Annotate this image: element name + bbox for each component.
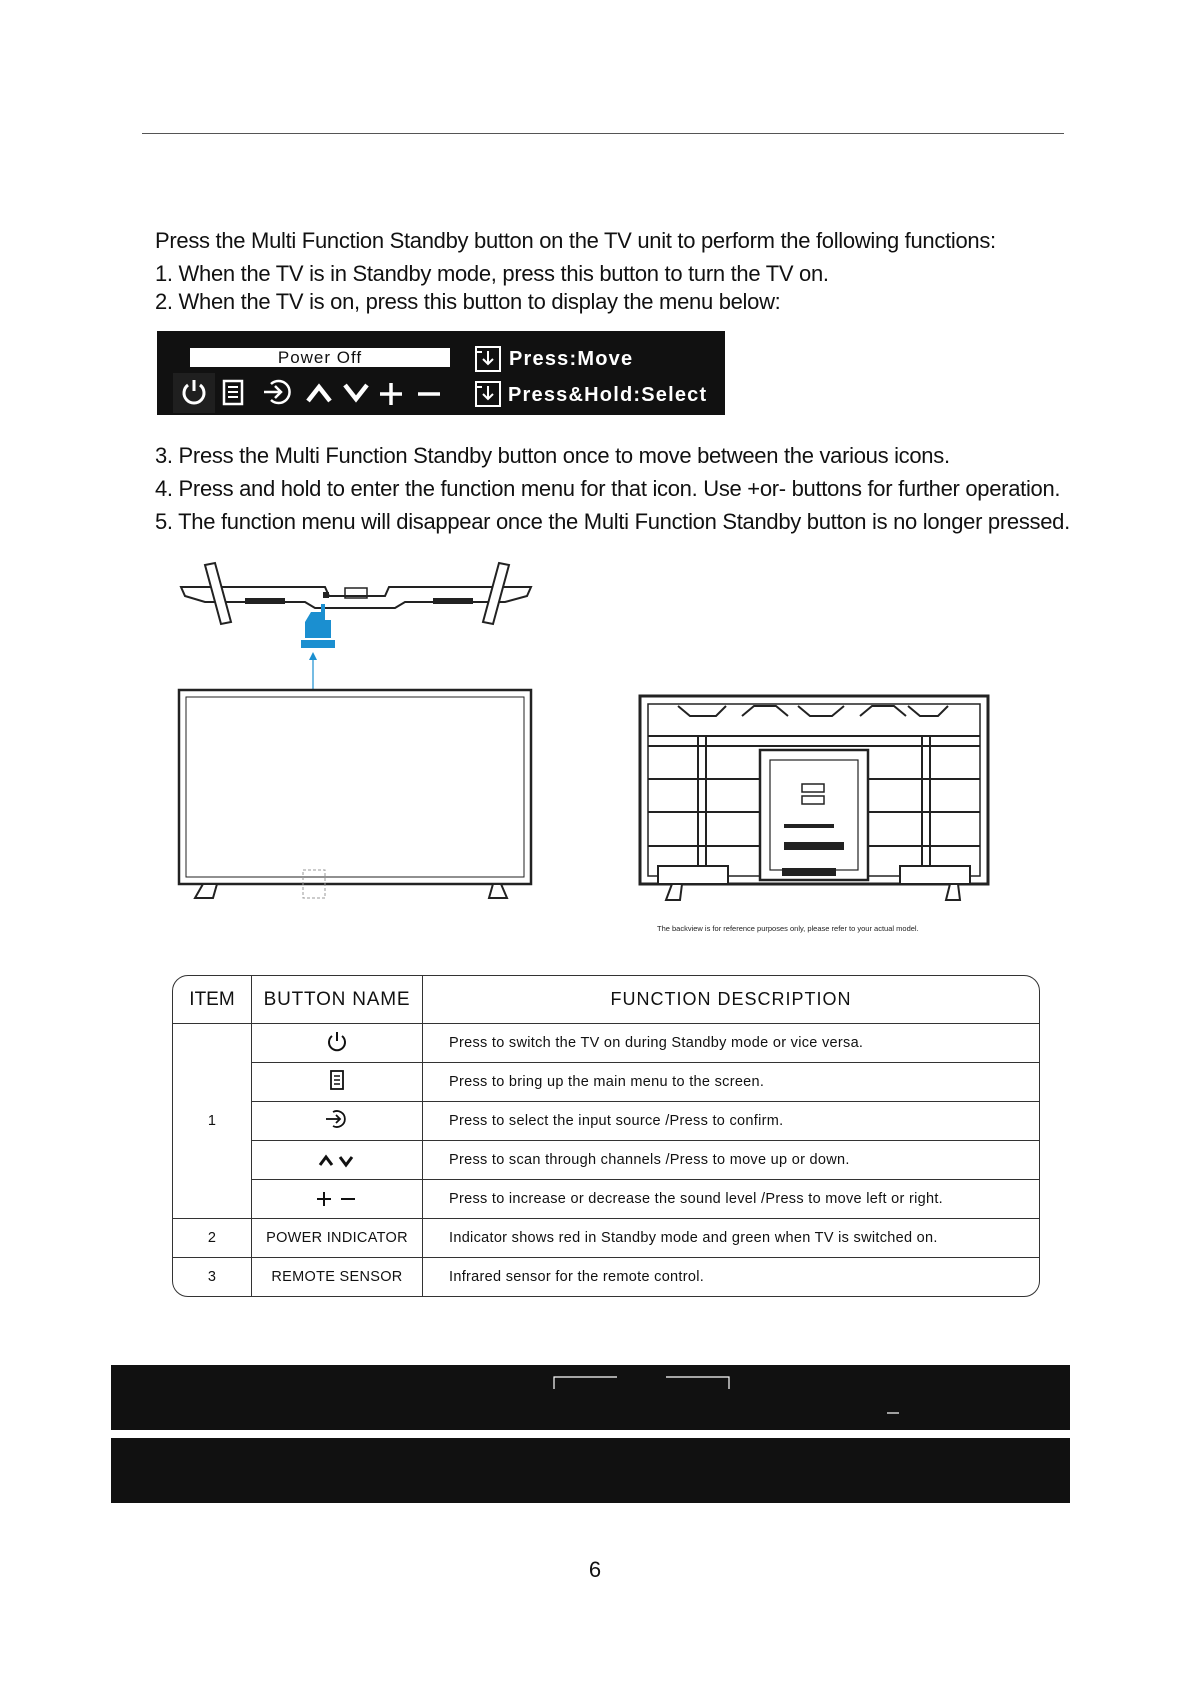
header-button-name: BUTTON NAME [252,976,423,1024]
function-description: Press to switch the TV on during Standby mode or vice versa. [423,1024,1039,1063]
power-icon [179,377,209,407]
function-description: Press to select the input source /Press to confirm. [423,1102,1039,1141]
osd-menu-bar [157,331,725,415]
header-item: ITEM [173,976,252,1024]
page-number: 6 [588,1557,602,1582]
button-name: POWER INDICATOR [252,1219,423,1258]
function-description: Infrared sensor for the remote control. [449,1269,705,1285]
intro-text: Press the Multi Function Standby button on the TV unit to perform the following functions: [155,228,996,253]
step-5: 5. The function menu will disappear once the Multi Function Standby button is no longer pressed. [155,509,1070,534]
menu-icon-cell [252,1063,423,1102]
item-number: 3 [173,1258,252,1296]
black-bar-top [111,1365,1070,1430]
table-row [173,1258,1039,1296]
hint-select: Press&Hold:Select [508,384,708,406]
header-function-description: FUNCTION DESCRIPTION [423,976,1039,1024]
power-icon-cell [252,1024,423,1063]
bar-bracket-marks [551,1375,951,1415]
hint-move: Press:Move [509,348,634,370]
step-1: 1. When the TV is in Standby mode, press this button to turn the TV on. [155,261,829,286]
menu-icon [328,1068,346,1092]
step-3: 3. Press the Multi Function Standby button once to move between the various icons. [155,443,950,468]
table-header-row [173,976,1039,1024]
input-source-icon [324,1108,350,1130]
tv-front-view-illustration [175,650,535,910]
function-description: Press to bring up the main menu to the screen. [423,1063,1039,1102]
pressing-finger-icon [301,604,335,648]
menu-icon [221,377,245,407]
plus-icon [377,377,405,407]
plus-minus-icon-cell [252,1180,423,1219]
tv-back-view-illustration [638,694,990,916]
black-bar-bottom [111,1438,1070,1503]
input-source-icon-cell [252,1102,423,1141]
item-number: 2 [173,1219,252,1258]
table-row [173,1141,1039,1180]
table-row [173,1219,1039,1258]
down-arrow-icon [342,377,370,407]
input-source-icon [261,377,293,407]
table-row [173,1102,1039,1141]
button-function-table [172,975,1040,1297]
item-number: 1 [173,1024,252,1219]
step-2: 2. When the TV is on, press this button to display the menu below: [155,289,781,314]
function-description: Indicator shows red in Standby mode and green when TV is switched on. [423,1219,1039,1258]
function-description: Press to scan through channels /Press to move up or down. [423,1141,1039,1180]
press-hold-icon [474,380,502,408]
button-name: REMOTE SENSOR [252,1258,423,1296]
table-row [173,1024,1039,1063]
function-description: Press to increase or decrease the sound level /Press to move left or right. [423,1180,1039,1219]
power-icon [326,1030,348,1052]
minus-icon [415,377,443,407]
table-row [173,1180,1039,1219]
press-icon [474,345,502,373]
header-rule [142,133,1064,134]
step-4: 4. Press and hold to enter the function menu for that icon. Use +or- buttons for further operation. [155,476,1061,501]
backview-caption: The backview is for reference purposes only, please refer to your actual model. [657,924,919,933]
osd-menu-title: Power Off [190,348,450,367]
up-down-icon [317,1147,357,1169]
plus-minus-icon [315,1186,359,1208]
table-row [173,1063,1039,1102]
up-down-icon-cell [252,1141,423,1180]
up-arrow-icon [305,377,333,407]
